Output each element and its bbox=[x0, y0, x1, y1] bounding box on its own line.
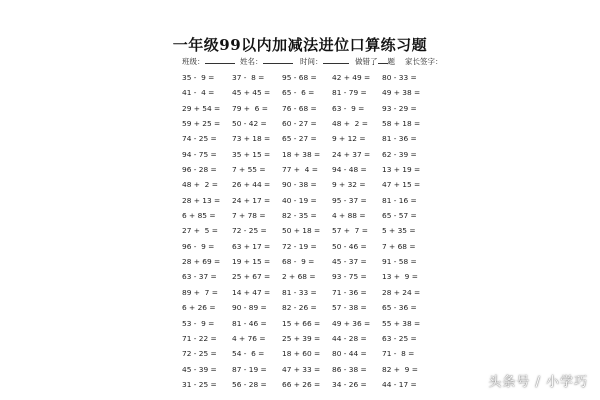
problem-cell: 82 - 35 = bbox=[282, 211, 317, 221]
problem-cell: 35 - 9 = bbox=[182, 73, 215, 82]
problem-cell: 60 - 27 = bbox=[282, 119, 317, 129]
page-title: 一年级99以内加减法进位口算练习题 bbox=[172, 36, 428, 54]
problem-cell: 34 - 26 = bbox=[332, 379, 367, 389]
problem-cell: 72 - 25 = bbox=[182, 349, 217, 359]
problem-cell: 7 + 55 = bbox=[232, 165, 266, 175]
wrong-unit: 题 bbox=[387, 57, 395, 66]
name-label: 姓名： bbox=[240, 57, 263, 66]
wrong-blank bbox=[378, 56, 388, 64]
problem-cell: 91 - 58 = bbox=[382, 257, 417, 267]
problem-cell: 49 + 38 = bbox=[382, 88, 421, 98]
problem-cell: 45 + 45 = bbox=[232, 88, 271, 98]
problem-cell: 50 + 18 = bbox=[282, 226, 321, 236]
problem-cell: 42 + 49 = bbox=[332, 73, 371, 82]
problem-grid bbox=[182, 70, 432, 392]
problem-cell: 95 - 37 = bbox=[332, 195, 367, 205]
problem-cell: 47 + 15 = bbox=[382, 180, 421, 190]
problem-cell: 50 - 46 = bbox=[332, 241, 367, 251]
problem-cell: 90 - 89 = bbox=[232, 303, 267, 313]
problem-cell: 82 - 26 = bbox=[282, 303, 317, 313]
problem-cell: 81 - 36 = bbox=[382, 134, 417, 144]
problem-cell: 6 + 26 = bbox=[182, 303, 216, 313]
problem-cell: 14 + 47 = bbox=[232, 287, 271, 297]
problem-cell: 5 + 35 = bbox=[382, 226, 416, 236]
problem-cell: 65 - 57 = bbox=[382, 211, 417, 221]
problem-cell: 53 - 9 = bbox=[182, 318, 215, 328]
problem-cell: 26 + 44 = bbox=[232, 180, 271, 190]
class-field bbox=[182, 56, 235, 67]
problem-cell: 18 + 38 = bbox=[282, 149, 321, 159]
problem-cell: 7 + 78 = bbox=[232, 211, 266, 221]
problem-cell: 35 + 15 = bbox=[232, 149, 271, 159]
problem-cell: 72 - 25 = bbox=[232, 226, 267, 236]
problem-cell: 81 - 79 = bbox=[332, 88, 367, 98]
problem-cell: 63 - 9 = bbox=[332, 103, 365, 113]
problem-cell: 50 - 42 = bbox=[232, 119, 267, 129]
problem-cell: 58 + 18 = bbox=[382, 119, 421, 129]
problem-cell: 45 - 39 = bbox=[182, 364, 217, 374]
problem-cell: 24 + 37 = bbox=[332, 149, 371, 159]
problem-cell: 25 + 67 = bbox=[232, 272, 271, 282]
problem-cell: 63 + 17 = bbox=[232, 241, 271, 251]
wrong-label: 做错了 bbox=[355, 57, 378, 66]
problem-cell: 81 - 46 = bbox=[232, 318, 267, 328]
class-label: 班级： bbox=[182, 57, 205, 66]
problem-cell: 45 - 37 = bbox=[332, 257, 367, 267]
problem-cell: 54 - 6 = bbox=[232, 349, 265, 359]
problem-cell: 13 + 9 = bbox=[382, 272, 418, 282]
problem-cell: 93 - 75 = bbox=[332, 272, 367, 282]
problem-cell: 24 + 17 = bbox=[232, 195, 271, 205]
problem-cell: 62 - 39 = bbox=[382, 149, 417, 159]
time-field bbox=[300, 56, 349, 67]
time-blank bbox=[323, 56, 349, 64]
problem-cell: 28 + 13 = bbox=[182, 195, 221, 205]
problem-cell: 63 - 37 = bbox=[182, 272, 217, 282]
problem-cell: 49 + 36 = bbox=[332, 318, 371, 328]
problem-cell: 9 + 12 = bbox=[332, 134, 366, 144]
problem-cell: 55 + 38 = bbox=[382, 318, 421, 328]
problem-cell: 65 - 27 = bbox=[282, 134, 317, 144]
problem-cell: 19 + 15 = bbox=[232, 257, 271, 267]
problem-cell: 66 + 26 = bbox=[282, 379, 321, 389]
parent-field bbox=[405, 56, 443, 67]
problem-cell: 73 + 18 = bbox=[232, 134, 271, 144]
problem-cell: 7 + 68 = bbox=[382, 241, 416, 251]
problem-cell: 95 - 68 = bbox=[282, 73, 317, 82]
problem-cell: 86 - 38 = bbox=[332, 364, 367, 374]
problem-cell: 44 - 28 = bbox=[332, 333, 367, 343]
problem-cell: 9 + 32 = bbox=[332, 180, 366, 190]
name-field bbox=[240, 56, 293, 67]
problem-cell: 47 + 33 = bbox=[282, 364, 321, 374]
problem-cell: 41 - 4 = bbox=[182, 88, 215, 98]
time-label: 时间： bbox=[300, 57, 323, 66]
problem-cell: 76 - 68 = bbox=[282, 103, 317, 113]
problem-cell: 40 - 19 = bbox=[282, 195, 317, 205]
problem-cell: 57 + 7 = bbox=[332, 226, 368, 236]
problem-cell: 18 + 60 = bbox=[282, 349, 321, 359]
problem-cell: 57 - 38 = bbox=[332, 303, 367, 313]
parent-label: 家长签字： bbox=[405, 57, 443, 66]
problem-cell: 48 + 2 = bbox=[182, 180, 218, 190]
problem-cell: 71 - 36 = bbox=[332, 287, 367, 297]
problem-cell: 37 - 8 = bbox=[232, 73, 265, 82]
problem-cell: 94 - 48 = bbox=[332, 165, 367, 175]
problem-cell: 2 + 68 = bbox=[282, 272, 316, 282]
problem-cell: 63 - 25 = bbox=[382, 333, 417, 343]
problem-cell: 71 - 8 = bbox=[382, 349, 415, 359]
problem-cell: 6 + 85 = bbox=[182, 211, 216, 221]
problem-cell: 56 - 28 = bbox=[232, 379, 267, 389]
problem-cell: 89 + 7 = bbox=[182, 287, 218, 297]
problem-cell: 94 - 75 = bbox=[182, 149, 217, 159]
problem-cell: 25 + 39 = bbox=[282, 333, 321, 343]
problem-cell: 77 + 4 = bbox=[282, 165, 318, 175]
problem-cell: 65 - 6 = bbox=[282, 88, 315, 98]
watermark: 头条号 / 小学巧 bbox=[488, 375, 588, 390]
problem-cell: 71 - 22 = bbox=[182, 333, 217, 343]
problem-cell: 4 + 76 = bbox=[232, 333, 266, 343]
wrong-field bbox=[355, 56, 395, 67]
problem-cell: 31 - 25 = bbox=[182, 379, 217, 389]
problem-cell: 96 - 28 = bbox=[182, 165, 217, 175]
problem-cell: 28 + 69 = bbox=[182, 257, 221, 267]
problem-cell: 27 + 5 = bbox=[182, 226, 218, 236]
name-blank bbox=[263, 56, 293, 64]
problem-cell: 81 - 16 = bbox=[382, 195, 417, 205]
problem-cell: 59 + 25 = bbox=[182, 119, 221, 129]
problem-cell: 28 + 24 = bbox=[382, 287, 421, 297]
problem-cell: 80 - 44 = bbox=[332, 349, 367, 359]
problem-cell: 13 + 19 = bbox=[382, 165, 421, 175]
problem-cell: 72 - 19 = bbox=[282, 241, 317, 251]
problem-cell: 80 - 33 = bbox=[382, 73, 417, 82]
problem-cell: 29 + 54 = bbox=[182, 103, 221, 113]
problem-cell: 44 - 17 = bbox=[382, 379, 417, 389]
problem-cell: 96 - 9 = bbox=[182, 241, 215, 251]
class-blank bbox=[205, 56, 235, 64]
problem-cell: 81 - 33 = bbox=[282, 287, 317, 297]
problem-cell: 93 - 29 = bbox=[382, 103, 417, 113]
problem-cell: 79 + 6 = bbox=[232, 103, 268, 113]
problem-cell: 74 - 25 = bbox=[182, 134, 217, 144]
problem-cell: 82 + 9 = bbox=[382, 364, 418, 374]
problem-cell: 87 - 19 = bbox=[232, 364, 267, 374]
problem-cell: 48 + 2 = bbox=[332, 119, 368, 129]
problem-cell: 15 + 66 = bbox=[282, 318, 321, 328]
problem-cell: 90 - 38 = bbox=[282, 180, 317, 190]
problem-cell: 65 - 36 = bbox=[382, 303, 417, 313]
problem-cell: 68 - 9 = bbox=[282, 257, 315, 267]
problem-cell: 4 + 88 = bbox=[332, 211, 366, 221]
